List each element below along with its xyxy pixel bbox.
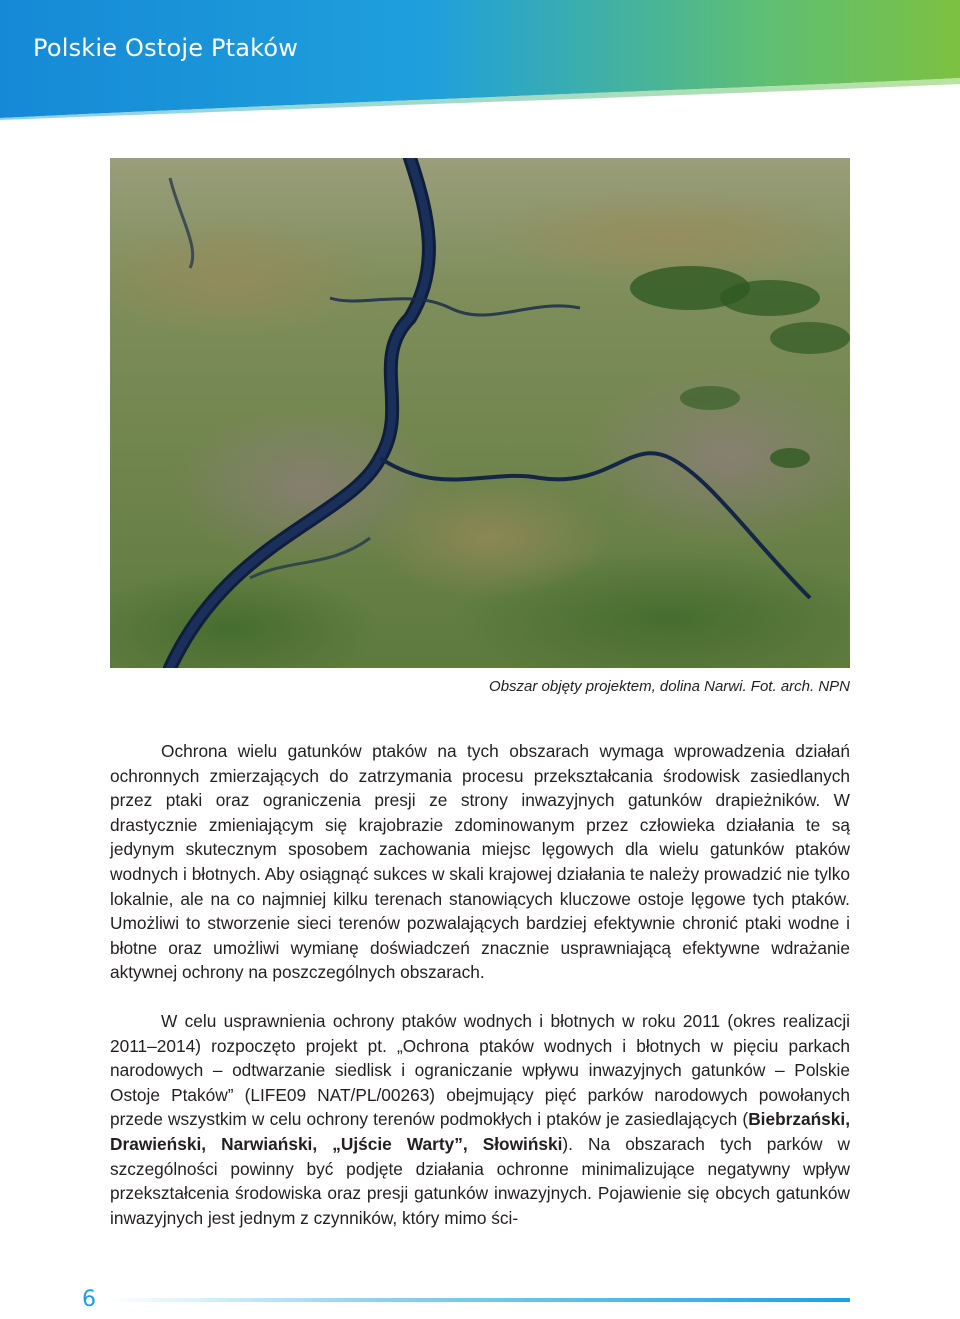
paragraph-1: Ochrona wielu gatunków ptaków na tych obszarach wymaga wprowadzenia działań ochronnych zmierzających do zatrzymania procesu przekształcania środowisk zasiedlanych przez ptaki oraz ograniczenia presji ze strony inwazyjnych gatunków drapieżników. W drastycznie zmieniającym się krajobrazie zdominowanym przez człowieka działania te są jedynym skutecznym sposobem zachowania miejsc lęgowych dla wielu gatunków ptaków wodnych i błotnych. Aby osiągnąć sukces w skali krajowej działania te należy prowadzić nie tylko lokalnie, ale na co najmniej kilku terenach stanowiących kluczowe ostoje lęgowe tych ptaków. Umożliwi to stworzenie sieci terenów pozwalających bardziej efektywnie chronić ptaki wodne i błotne oraz umożliwi wymianę doświadczeń znacznie usprawniającą efektywne wdrażanie aktywnej ochrony na poszczególnych obszarach.: [110, 741, 850, 983]
paragraph-2-start: W celu usprawnienia ochrony ptaków wodnych i błotnych w roku 2011 (okres realizacji 2011–2014) rozpoczęto projekt pt. „Ochrona ptaków wodnych i błotnych w pięciu parkach narodowych – odtwarzanie siedlisk i ograniczanie wpływu inwazyjnych gatunków – Polskie Ostoje Ptaków” (LIFE09 NAT/PL/00263) obejmujący pięć parków narodowych powołanych przede wszystkim w celu ochrony terenów podmokłych i ptaków je zasiedlających (: [110, 1010, 850, 1130]
aerial-river-photo: [110, 158, 850, 668]
photo-caption: Obszar objęty projektem, dolina Narwi. Fot. arch. NPN: [489, 678, 850, 695]
body-text: [110, 739, 850, 1230]
page-header-banner: [0, 0, 960, 120]
park-names-bold: Biebrzański, Drawieński, Narwiański, „Ujście Warty”, Słowiński: [110, 1109, 850, 1154]
paragraph-2-end: ). Na obszarach tych parków w szczególności powinny być podjęte działania ochronne minimalizujące negatywny wpływ przekształcenia środowiska oraz presji gatunków inwazyjnych. Pojawienie się obcych gatunków inwazyjnych jest jednym z czynników, który mimo ści-: [110, 1133, 850, 1228]
page-number: 6: [82, 1287, 96, 1312]
paragraph-2: [110, 1009, 850, 1230]
footer-divider-line: [110, 1298, 850, 1302]
header-title: Polskie Ostoje Ptaków: [33, 34, 299, 62]
